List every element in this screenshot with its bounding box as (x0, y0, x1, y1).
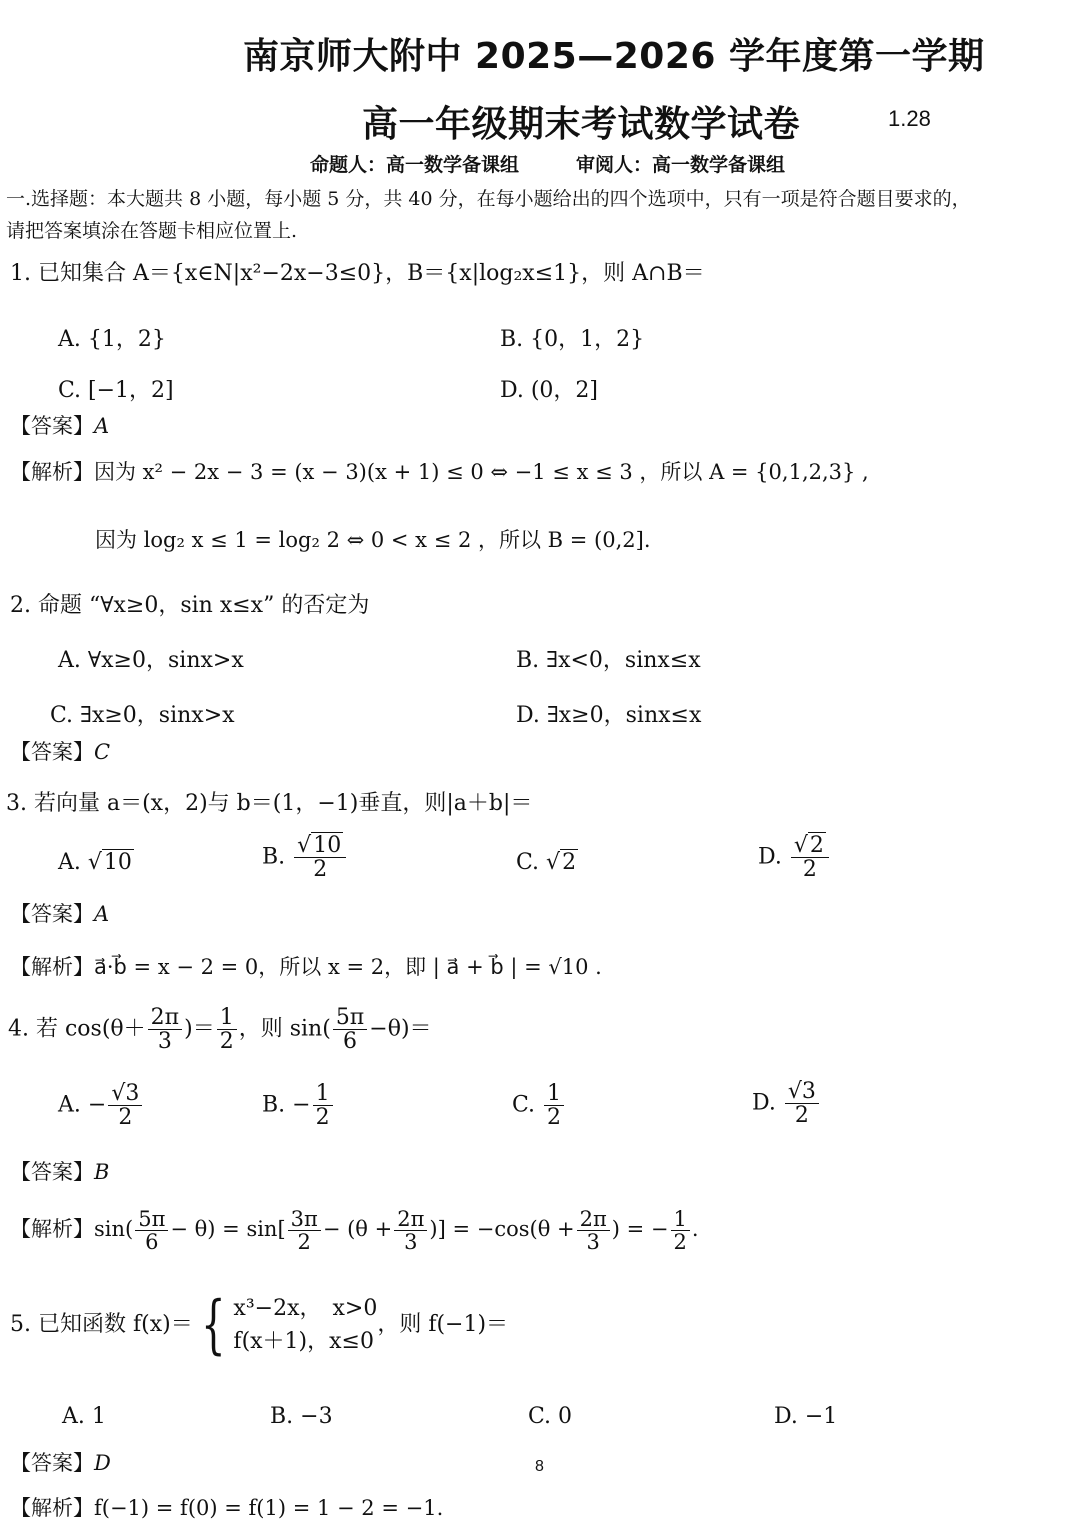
q4-option-d-label: D. (752, 1090, 776, 1116)
q4-exp-part-4: )] = −cos(θ + (429, 1217, 575, 1242)
q4-option-c-label: C. (512, 1092, 536, 1118)
q4-exp-f2-den: 2 (297, 1230, 311, 1255)
answer-tag: 【答案】 (10, 414, 94, 438)
q3-option-a-radicand: 10 (103, 850, 132, 875)
q5-stem-prefix: 5. 已知函数 f(x)＝ (10, 1312, 193, 1337)
answer-tag: 【答案】 (10, 1160, 94, 1184)
q4-explanation (10, 1208, 699, 1253)
q3-explain-text: a⃗·b⃗ = x − 2 = 0，所以 x = 2，即 | a⃗ + b⃗ | = √10 . (94, 955, 602, 979)
q3-option-b-denominator: 2 (313, 857, 328, 883)
answer-tag: 【答案】 (10, 740, 94, 764)
q4-option-b-den: 2 (315, 1105, 330, 1131)
q4-stem-mid: )＝ (184, 1016, 215, 1042)
q1-option-d: D. (0，2] (500, 378, 599, 403)
q4-stem (8, 1006, 432, 1053)
exam-subtitle: 高一年级期末考试数学试卷 (362, 104, 801, 145)
q4-stem-fraction-2 (217, 1006, 237, 1053)
sqrt-symbol: √10 (87, 850, 132, 875)
q4-option-b-num: 1 (313, 1082, 333, 1106)
q4-exp-part-2: − θ) = sin[ (170, 1217, 286, 1242)
q3-option-a (58, 850, 134, 875)
q4-option-c-fraction (544, 1082, 564, 1129)
q2-option-a: A. ∀x≥0，sinx>x (58, 648, 244, 673)
q5-piece-1: x³−2x， x>0 (233, 1296, 378, 1321)
q5-option-c: C. 0 (528, 1404, 573, 1429)
q3-answer-value: A (94, 902, 110, 926)
q4-exp-f4-num: 2π (577, 1208, 610, 1231)
q4-option-a-sign: − (87, 1092, 107, 1118)
q4-exp-part-5: ) = − (611, 1217, 669, 1242)
q4-f3-num: 5π (333, 1006, 367, 1030)
q3-answer (10, 898, 109, 928)
q4-exp-part-3: − (θ + (322, 1217, 393, 1242)
q1-option-c: C. [−1，2] (58, 378, 174, 403)
q2-option-d: D. ∃x≥0，sinx≤x (516, 703, 702, 728)
q4-stem-fraction-1 (148, 1006, 182, 1053)
q1-answer (10, 410, 109, 440)
q4-option-a-label: A. (58, 1092, 81, 1118)
q4-exp-f2-num: 3π (288, 1208, 321, 1231)
section-instruction-line2: 请把答案填涂在答题卡相应位置上. (6, 220, 298, 242)
q2-answer-value: C (94, 740, 111, 764)
q1-explanation-2: 因为 log₂ x ≤ 1 = log₂ 2 ⇔ 0 < x ≤ 2 ，所以 B = (0,2]. (95, 528, 651, 552)
q1-stem: 1. 已知集合 A＝{x∈N|x²−2x−3≤0}，B＝{x|log₂x≤1}，则 A∩B＝ (10, 261, 705, 286)
q1-answer-value: A (94, 414, 110, 438)
q3-option-d-radicand: 2 (809, 833, 824, 858)
piecewise-brace: { (200, 1288, 226, 1362)
q4-stem-mid2: ，则 sin( (238, 1016, 331, 1042)
q4-stem-suffix: −θ)＝ (369, 1016, 432, 1042)
q5-option-a: A. 1 (62, 1404, 106, 1429)
q4-f1-den: 3 (157, 1029, 172, 1055)
q4-f3-den: 6 (343, 1029, 358, 1055)
explain-tag: 【解析】 (10, 460, 94, 484)
q3-option-d-denominator: 2 (802, 857, 817, 883)
q5-stem-suffix: ，则 f(−1)＝ (377, 1312, 509, 1337)
q4-exp-fraction-5 (671, 1208, 690, 1253)
q5-answer (10, 1447, 111, 1477)
q4-exp-end: . (691, 1217, 699, 1242)
q5-piece-2: f(x＋1)，x≤0 (233, 1329, 374, 1354)
q1-explanation-1 (10, 456, 869, 486)
q3-option-b-label: B. (262, 844, 286, 870)
q2-answer (10, 736, 110, 766)
q3-option-c (516, 850, 578, 875)
q4-answer (10, 1156, 109, 1186)
answer-tag: 【答案】 (10, 1451, 94, 1475)
q2-option-c: C. ∃x≥0，sinx>x (50, 703, 235, 728)
q4-option-c (512, 1082, 566, 1129)
q3-stem: 3. 若向量 a＝(x，2)与 b＝(1，−1)垂直，则|a＋b|＝ (6, 791, 533, 816)
q4-option-d (752, 1080, 821, 1127)
q3-option-a-label: A. (58, 850, 81, 875)
explain-tag: 【解析】 (10, 1217, 94, 1242)
explain-tag: 【解析】 (10, 955, 94, 979)
q4-exp-f1-den: 6 (145, 1230, 159, 1255)
q4-exp-part-1: sin( (94, 1217, 134, 1242)
q4-option-b-label: B. (262, 1092, 286, 1118)
q4-option-c-den: 2 (547, 1105, 562, 1131)
exam-byline: 命题人：高一数学备课组 审阅人：高一数学备课组 (310, 154, 786, 176)
q1-option-a: A. {1，2} (58, 327, 166, 352)
q4-exp-fraction-4 (577, 1208, 610, 1253)
q4-exp-f5-num: 1 (671, 1208, 690, 1231)
section-instruction-line1: 一.选择题：本大题共 8 小题，每小题 5 分，共 40 分，在每小题给出的四个选项中，只有一项是符合题目要求的， (6, 188, 971, 210)
q3-explanation (10, 951, 602, 981)
q5-option-b: B. −3 (270, 1404, 333, 1429)
sqrt-symbol: √2 (793, 833, 824, 858)
q4-option-a-num: √3 (108, 1082, 142, 1106)
q3-option-d (758, 834, 831, 881)
q4-exp-fraction-1 (135, 1208, 168, 1253)
q4-f2-den: 2 (219, 1029, 234, 1055)
q5-explanation (10, 1492, 443, 1522)
q4-option-a-den: 2 (118, 1105, 133, 1131)
q4-option-d-den: 2 (794, 1103, 809, 1129)
q4-stem-prefix: 4. 若 cos(θ＋ (8, 1016, 146, 1042)
q5-stem (10, 1288, 509, 1362)
q4-option-a-fraction (108, 1082, 142, 1129)
q4-exp-f3-den: 3 (404, 1230, 418, 1255)
q4-exp-f3-num: 2π (394, 1208, 427, 1231)
q2-stem: 2. 命题 “∀x≥0，sin x≤x” 的否定为 (10, 593, 370, 618)
exam-date: 1.28 (888, 106, 931, 131)
q4-option-a (58, 1082, 144, 1129)
q3-option-c-label: C. (516, 850, 540, 875)
q4-f2-num: 1 (217, 1006, 237, 1030)
q4-option-b-sign: − (292, 1092, 311, 1118)
q5-explain-text: f(−1) = f(0) = f(1) = 1 − 2 = −1. (94, 1496, 444, 1520)
q4-answer-value: B (94, 1160, 110, 1184)
q4-stem-fraction-3 (333, 1006, 367, 1053)
q3-option-b (262, 834, 348, 881)
q3-option-d-label: D. (758, 844, 782, 870)
q4-exp-f1-num: 5π (135, 1208, 168, 1231)
explain-tag: 【解析】 (10, 1496, 94, 1520)
q3-option-c-radicand: 2 (562, 850, 577, 875)
sqrt-symbol: √10 (297, 833, 342, 858)
q4-exp-fraction-3 (394, 1208, 427, 1253)
q4-exp-f4-den: 3 (586, 1230, 600, 1255)
q1-option-b: B. {0，1，2} (500, 327, 645, 352)
page-number: 8 (535, 1458, 544, 1475)
q3-option-d-fraction (791, 834, 829, 881)
sqrt-symbol: √2 (546, 850, 577, 875)
q3-option-b-fraction (294, 834, 346, 881)
q4-option-d-fraction (785, 1080, 819, 1127)
q4-f1-num: 2π (148, 1006, 182, 1030)
q4-option-b (262, 1082, 335, 1129)
q4-option-d-num: √3 (785, 1080, 819, 1104)
q1-explain-text-1: 因为 x² − 2x − 3 = (x − 3)(x + 1) ≤ 0 ⇔ −1 ≤ x ≤ 3 ，所以 A = {0,1,2,3} , (94, 460, 869, 484)
q3-option-b-radicand: 10 (313, 833, 342, 858)
q5-option-d: D. −1 (774, 1404, 838, 1429)
answer-tag: 【答案】 (10, 902, 94, 926)
q5-answer-value: D (94, 1451, 111, 1475)
q4-option-c-num: 1 (544, 1082, 564, 1106)
q2-option-b: B. ∃x<0，sinx≤x (516, 648, 701, 673)
q4-exp-fraction-2 (288, 1208, 321, 1253)
exam-title: 南京师大附中 2025—2026 学年度第一学期 (243, 36, 985, 77)
q4-option-b-fraction (313, 1082, 333, 1129)
q5-piecewise (233, 1292, 377, 1358)
q4-exp-f5-den: 2 (673, 1230, 687, 1255)
